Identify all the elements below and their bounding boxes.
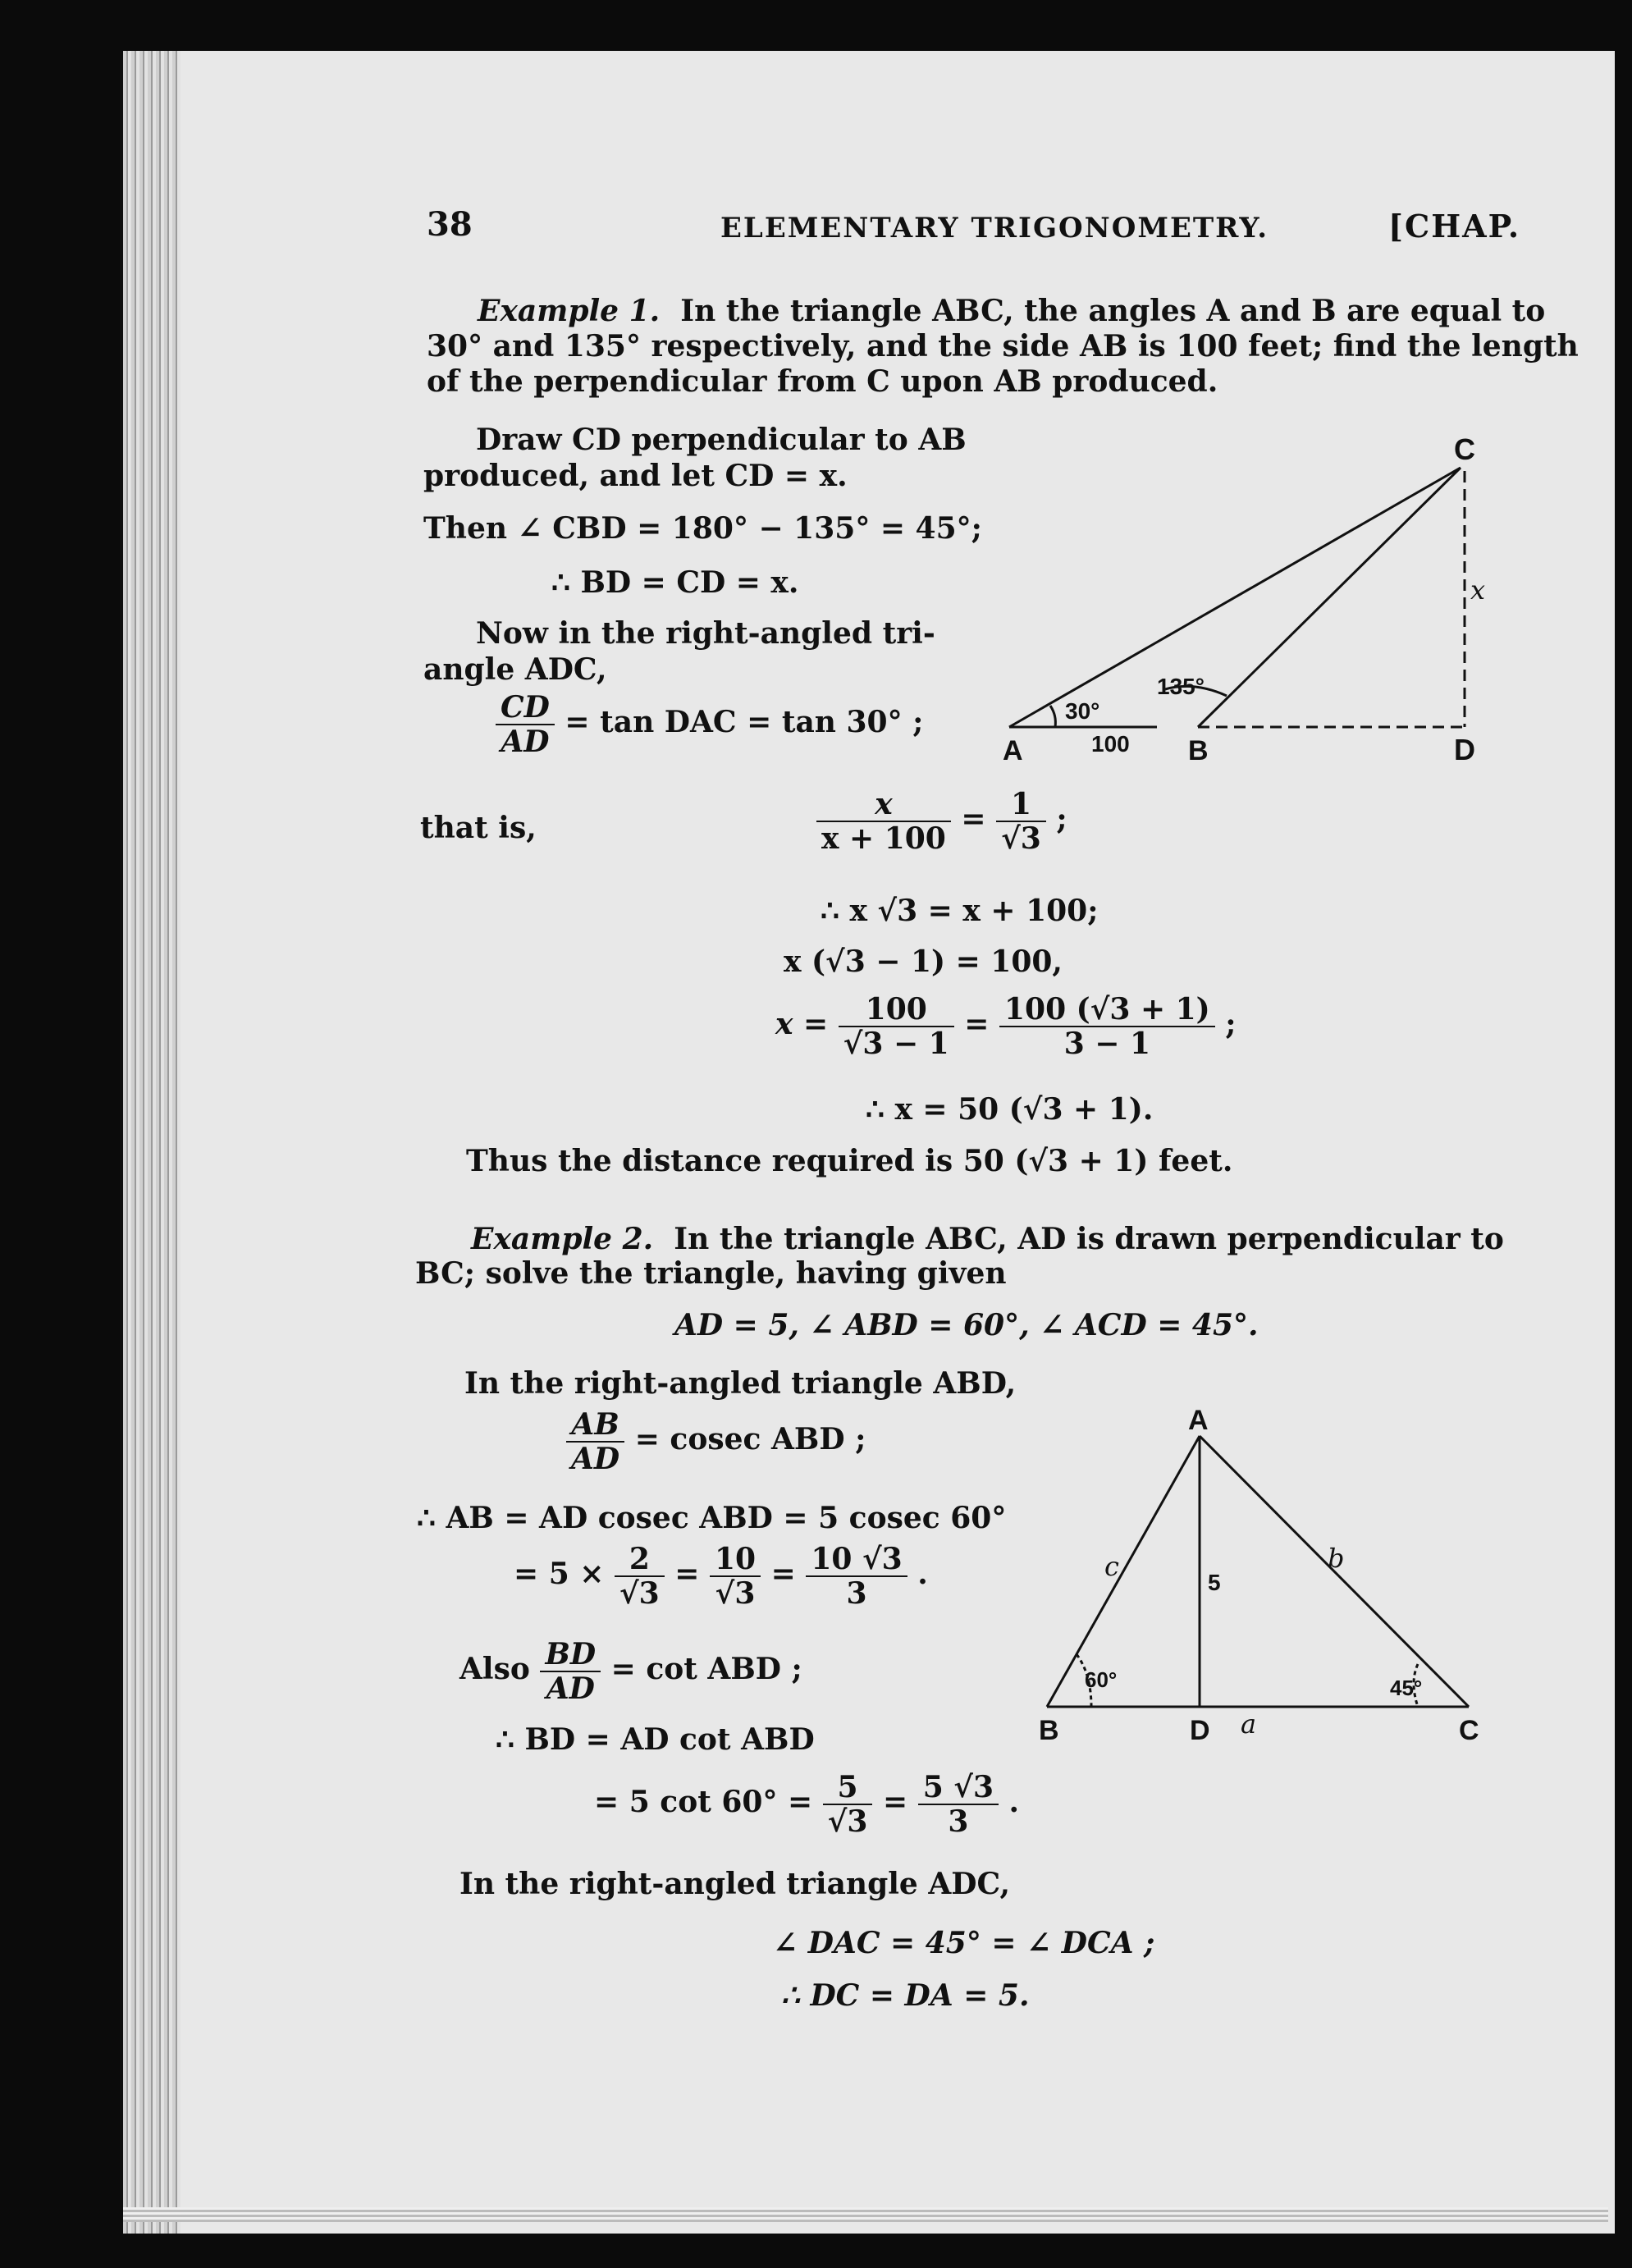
ex1-equation-1: $\frac{x}{x + 100}$ = $\frac{1}{√3}$ ; <box>816 788 1067 855</box>
example1-label: Example 1. <box>478 294 661 328</box>
ex1-step: produced, and let CD = x. <box>423 459 848 493</box>
ex1-tan-equation: $\frac{CD}{AD}$ = tan DAC = tan 30° ; <box>496 691 923 758</box>
ex2-step: In the right-angled triangle ADC, <box>459 1867 1011 1901</box>
ex1-equation-3: x (√3 − 1) = 100, <box>784 944 1063 979</box>
example2-given: AD = 5, ∠ ABD = 60°, ∠ ACD = 45°. <box>674 1308 1259 1342</box>
ex2-also-equation: Also $\frac{BD}{AD}$ = cot ABD ; <box>459 1637 802 1706</box>
page-edge-shadow <box>123 51 181 2234</box>
fig1-label-C: C <box>1454 435 1475 466</box>
example1-problem-line1: Example 1. In the triangle ABC, the angles A and B are equal to <box>478 294 1546 328</box>
fig2-side-c: c <box>1104 1551 1119 1582</box>
fig2-angle-B: 60° <box>1085 1667 1118 1692</box>
ex1-equation-2: ∴ x √3 = x + 100; <box>821 894 1099 928</box>
ex2-step: ∠ DAC = 45° = ∠ DCA ; <box>773 1926 1155 1960</box>
ex1-step: Now in the right-angled tri- <box>476 616 935 651</box>
ex1-step: Draw CD perpendicular to AB <box>476 423 967 457</box>
ex2-cot-value: = 5 cot 60° = $\frac{5}{√3}$ = $\frac{5 √3}{3}$ . <box>594 1770 1020 1839</box>
fig1-label-B: B <box>1188 735 1209 766</box>
ex2-step: ∴ DC = DA = 5. <box>781 1978 1030 2013</box>
ex1-equation-4: x = $\frac{100}{√3 - 1}$ = $\frac{100 (√3 + 1)}{3 - 1}$ ; <box>775 992 1237 1061</box>
figure-1-triangle <box>993 435 1502 780</box>
ex2-cosec-equation: $\frac{AB}{AD}$ = cosec ABD ; <box>566 1408 866 1475</box>
ex2-step: In the right-angled triangle ABD, <box>464 1366 1017 1401</box>
example1-problem-line3: of the perpendicular from C upon AB produced. <box>427 364 1218 399</box>
fig2-side-a: a <box>1241 1708 1257 1740</box>
fig2-label-B: B <box>1039 1715 1059 1746</box>
ex1-step: Then ∠ CBD = 180° − 135° = 45°; <box>423 511 982 546</box>
fig1-side-AB: 100 <box>1091 731 1130 757</box>
fig1-side-x: x <box>1470 574 1486 606</box>
page-number: 38 <box>427 205 473 244</box>
fraction: $\frac{CD}{AD}$ <box>496 691 555 758</box>
fig2-label-A: A <box>1188 1405 1209 1436</box>
ex1-equation-5: ∴ x = 50 (√3 + 1). <box>866 1092 1154 1127</box>
figure-2-triangle <box>1026 1403 1518 1756</box>
fig2-label-C: C <box>1459 1715 1479 1746</box>
example2-problem-line2: BC; solve the triangle, having given <box>415 1256 1007 1291</box>
fig2-side-AD: 5 <box>1208 1570 1221 1595</box>
example1-problem-line2: 30° and 135° respectively, and the side AB is 100 feet; find the length <box>427 329 1579 364</box>
ex2-step: ∴ BD = AD cot ABD <box>496 1722 815 1757</box>
ex2-step: ∴ AB = AD cosec ABD = 5 cosec 60° <box>417 1501 1007 1535</box>
fig1-label-A: A <box>1003 735 1023 766</box>
fig2-label-D: D <box>1190 1715 1210 1746</box>
page-bottom-edge <box>123 2207 1608 2222</box>
ex1-step: ∴ BD = CD = x. <box>551 565 799 600</box>
fig1-label-D: D <box>1454 733 1475 766</box>
fig1-angle-B: 135° <box>1157 674 1205 699</box>
ex1-conclusion: Thus the distance required is 50 (√3 + 1) feet. <box>466 1144 1233 1178</box>
example2-label: Example 2. <box>471 1222 654 1256</box>
fig2-side-b: b <box>1328 1543 1345 1574</box>
ex1-step: angle ADC, <box>423 652 607 687</box>
fig2-angle-C: 45° <box>1390 1676 1423 1700</box>
ex1-that-is: that is, <box>420 811 537 845</box>
fig1-angle-A: 30° <box>1065 698 1100 724</box>
example2-problem-line1: Example 2. In the triangle ABC, AD is drawn perpendicular to <box>471 1222 1504 1256</box>
chapter-marker: [CHAP. <box>1388 208 1521 245</box>
ex2-cosec-value: = 5 × $\frac{2}{√3}$ = $\frac{10}{√3}$ = $\frac{10 √3}{3}$ . <box>514 1542 928 1611</box>
running-title: ELEMENTARY TRIGONOMETRY. <box>720 212 1269 245</box>
